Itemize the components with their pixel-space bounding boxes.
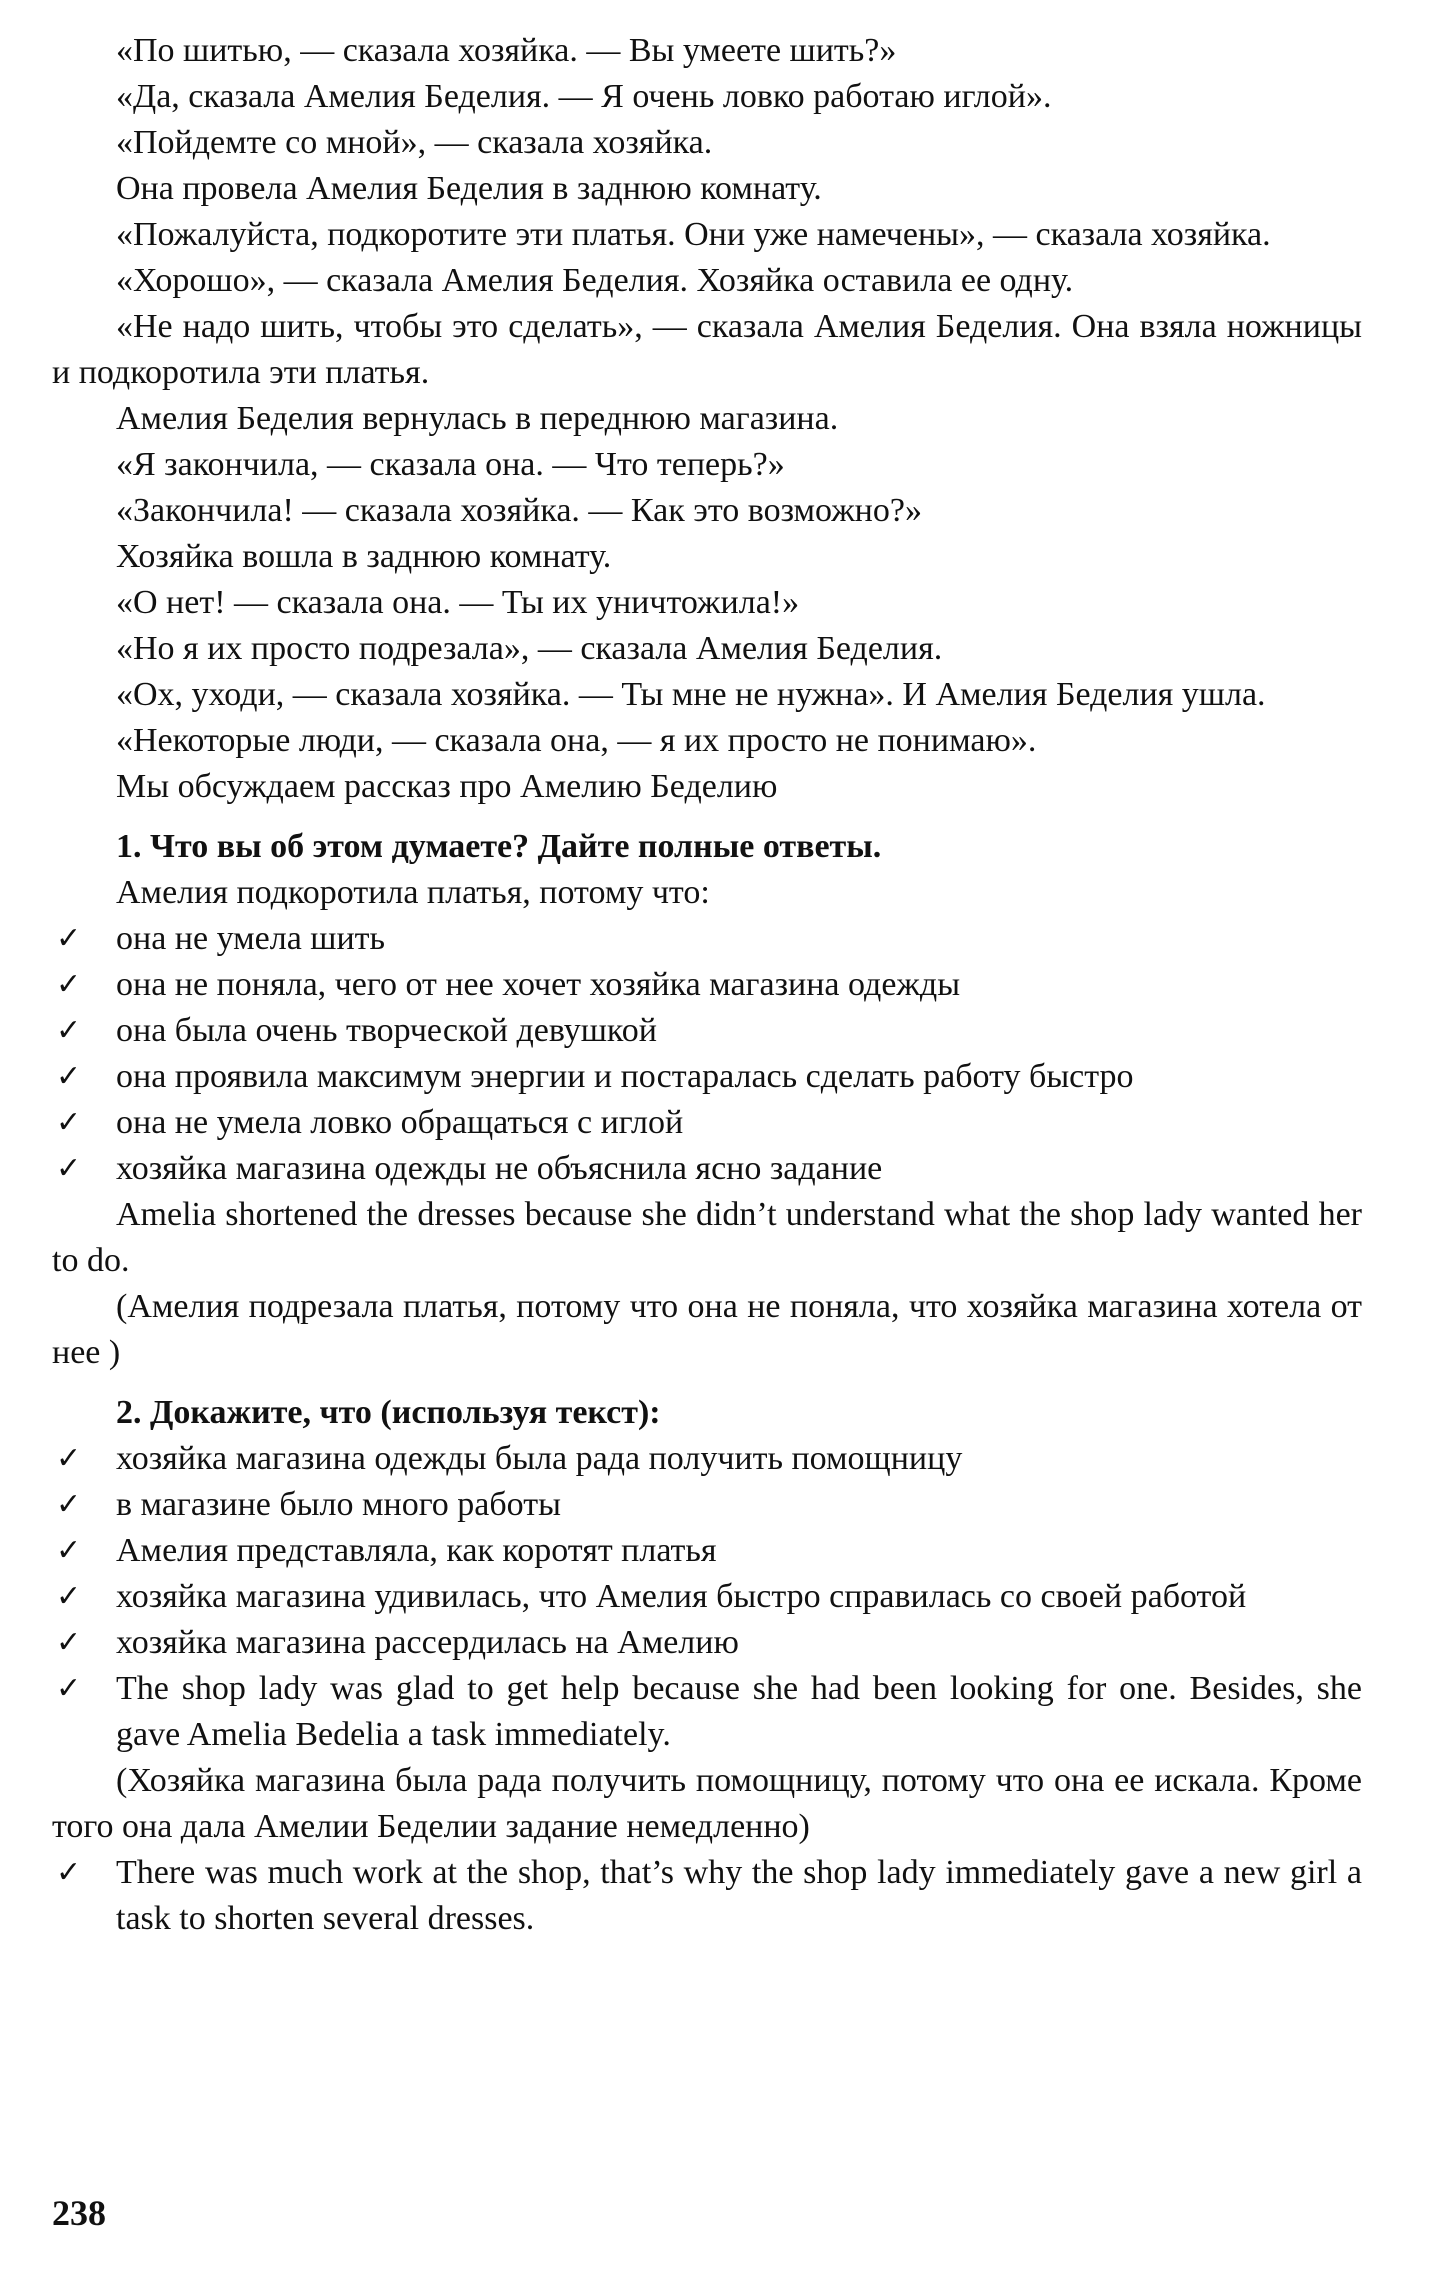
story-line: Она провела Амелия Беделия в заднюю комнату. (116, 170, 822, 207)
story-line: Хозяйка вошла в заднюю комнату. (116, 538, 612, 575)
story-line: «Да, сказала Амелия Беделия. — Я очень ловко работаю иглой». (116, 78, 1052, 115)
question-1-answer-russian: (Амелия подрезала платья, потому что она не поняла, что хозяйка магазина хотела от нее ) (52, 1288, 1362, 1371)
story-line: «Ох, уходи, — сказала хозяйка. — Ты мне не нужна». И Амелия Беделия ушла. (116, 676, 1266, 713)
story-line: «Хорошо», — сказала Амелия Беделия. Хозяйка оставила ее одну. (116, 262, 1074, 299)
story-line: «Я закончила, — сказала она. — Что теперь?» (116, 446, 785, 483)
story-line: «Некоторые люди, — сказала она, — я их просто не понимаю». (116, 722, 1037, 759)
check-icon: ✓ (56, 1671, 82, 1706)
question-2-checklist (52, 1436, 1362, 1758)
page-text (52, 28, 1362, 1942)
checklist-item: ✓ Амелия представляла, как коротят платья (52, 1528, 1362, 1574)
question-2-heading: 2. Докажите, что (используя текст): (116, 1394, 661, 1431)
check-icon: ✓ (56, 1105, 82, 1140)
story-line: «Но я их просто подрезала», — сказала Амелия Беделия. (116, 630, 943, 667)
checklist-item: ✓ в магазине было много работы (52, 1482, 1362, 1528)
check-icon: ✓ (56, 1533, 82, 1568)
question-1-heading: 1. Что вы об этом думаете? Дайте полные ответы. (116, 828, 882, 865)
story-line: «Закончила! — сказала хозяйка. — Как это возможно?» (116, 492, 922, 529)
check-icon: ✓ (56, 1441, 82, 1476)
checklist-item: ✓ она не умела ловко обращаться с иглой (52, 1100, 1362, 1146)
checklist-item: ✓ хозяйка магазина одежды не объяснила ясно задание (52, 1146, 1362, 1192)
check-icon: ✓ (56, 967, 82, 1002)
story-line: «Пожалуйста, подкоротите эти платья. Они уже намечены», — сказала хозяйка. (116, 216, 1271, 253)
check-icon: ✓ (56, 921, 82, 956)
question-2-final-checklist (52, 1850, 1362, 1942)
question-1-checklist (52, 916, 1362, 1192)
story-line: Амелия Беделия вернулась в переднюю магазина. (116, 400, 839, 437)
question-2-translation: (Хозяйка магазина была рада получить помощницу, потому что она ее искала. Кроме того она дала Амелии Беделии задание немедленно) (52, 1762, 1362, 1845)
page-number: 238 (52, 2193, 106, 2233)
question-1-lead: Амелия подкоротила платья, потому что: (116, 874, 710, 911)
story-line: «По шитью, — сказала хозяйка. — Вы умеете шить?» (116, 32, 897, 69)
checklist-item: ✓ хозяйка магазина удивилась, что Амелия быстро справилась со своей работой (52, 1574, 1362, 1620)
checklist-item: ✓ она была очень творческой девушкой (52, 1008, 1362, 1054)
question-1-answer-english: Amelia shortened the dresses because she didn’t understand what the shop lady wanted her to do. (52, 1196, 1362, 1279)
check-icon: ✓ (56, 1625, 82, 1660)
checklist-item: ✓ There was much work at the shop, that’s why the shop lady immediately gave a new girl a task to shorten several dresses. (52, 1850, 1362, 1942)
story-line: «О нет! — сказала она. — Ты их уничтожила!» (116, 584, 800, 621)
checklist-item: ✓ The shop lady was glad to get help because she had been looking for one. Besides, she gave Amelia Bedelia a task immediately. (52, 1666, 1362, 1758)
checklist-item: ✓ хозяйка магазина рассердилась на Амелию (52, 1620, 1362, 1666)
story-line: Мы обсуждаем рассказ про Амелию Беделию (116, 768, 778, 805)
check-icon: ✓ (56, 1487, 82, 1522)
checklist-item: ✓ она не умела шить (52, 916, 1362, 962)
check-icon: ✓ (56, 1151, 82, 1186)
check-icon: ✓ (56, 1013, 82, 1048)
story-line: «Не надо шить, чтобы это сделать», — сказала Амелия Беделия. Она взяла ножницы и подкоротила эти платья. (52, 308, 1362, 391)
check-icon: ✓ (56, 1855, 82, 1890)
check-icon: ✓ (56, 1579, 82, 1614)
check-icon: ✓ (56, 1059, 82, 1094)
checklist-item: ✓ она не поняла, чего от нее хочет хозяйка магазина одежды (52, 962, 1362, 1008)
checklist-item: ✓ она проявила максимум энергии и постаралась сделать работу быстро (52, 1054, 1362, 1100)
checklist-item: ✓ хозяйка магазина одежды была рада получить помощницу (52, 1436, 1362, 1482)
story-line: «Пойдемте со мной», — сказала хозяйка. (116, 124, 713, 161)
